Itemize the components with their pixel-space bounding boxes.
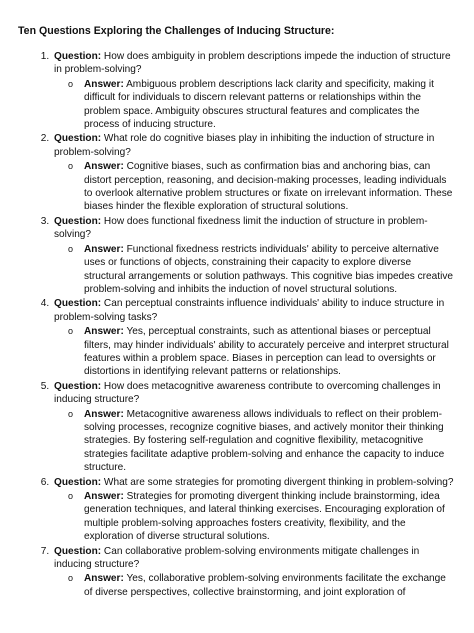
list-item bbox=[52, 50, 454, 131]
question-text: What are some strategies for promoting divergent thinking in problem-solving? bbox=[103, 476, 454, 488]
answer-text: Cognitive biases, such as confirmation bias and anchoring bias, can distort perception, reasoning, and decision-making processes, leading individuals to overlook alternative problem structures or fixate on irrelevant information. These biases hinder the flexible exploration of structural solutions. bbox=[84, 161, 453, 213]
question-list bbox=[18, 50, 454, 599]
answer-item bbox=[68, 408, 454, 475]
answer-list bbox=[54, 243, 454, 297]
question-text: How does metacognitive awareness contribute to overcoming challenges in inducing structure? bbox=[54, 380, 441, 406]
answer-label: Answer: bbox=[84, 408, 124, 420]
bullet-icon: o bbox=[68, 573, 74, 584]
question-text: How does ambiguity in problem descriptions impede the induction of structure in problem-solving? bbox=[54, 51, 451, 76]
question-label: Question: bbox=[54, 51, 102, 62]
list-item bbox=[52, 545, 454, 600]
question-text: What role do cognitive biases play in inhibiting the induction of structure in problem-solving? bbox=[54, 133, 435, 158]
answer-text: Strategies for promoting divergent thinking include brainstorming, idea generation techniques, and lateral thinking exercises. Encouraging exploration of multiple problem-solving approaches fosters creativity, flexibility, and the exploration of diverse structural solutions. bbox=[84, 491, 445, 543]
question-label: Question: bbox=[54, 380, 102, 392]
answer-list bbox=[54, 325, 454, 379]
question-text: How does functional fixedness limit the induction of structure in problem-solving? bbox=[54, 215, 428, 241]
question-label: Question: bbox=[54, 298, 102, 310]
answer-text: Yes, collaborative problem-solving environments facilitate the exchange of diverse perspectives, collective brainstorming, and joint exploration of bbox=[84, 573, 446, 598]
question-text: Can collaborative problem-solving environments mitigate challenges in inducing structure? bbox=[54, 545, 420, 571]
list-item bbox=[52, 132, 454, 213]
bullet-icon: o bbox=[68, 491, 74, 501]
question-text: Can perceptual constraints influence individuals' ability to induce structure in problem-solving tasks? bbox=[54, 298, 445, 323]
answer-list bbox=[54, 78, 454, 132]
answer-text: Yes, perceptual constraints, such as attentional biases or perceptual filters, may hinder individuals' ability to accurately perceive and interpret structural features within a problem space. Biases in perception can lead to oversights or distortions in identifying relevant patterns or relationships. bbox=[84, 326, 449, 378]
answer-item bbox=[68, 325, 454, 379]
answer-label: Answer: bbox=[84, 78, 124, 90]
answer-label: Answer: bbox=[84, 243, 124, 255]
answer-label: Answer: bbox=[84, 161, 124, 173]
answer-list bbox=[54, 408, 454, 475]
bullet-icon: o bbox=[68, 243, 74, 254]
answer-text: Metacognitive awareness allows individuals to reflect on their problem-solving processes, recognize cognitive biases, and actively monitor their thinking strategies. By fostering self-regulation and cognitive flexibility, metacognitive strategies facilitate adaptive problem-solving and enhance the capacity to induce structure. bbox=[84, 408, 445, 474]
answer-list bbox=[54, 490, 454, 544]
answer-text: Ambiguous problem descriptions lack clarity and specificity, making it difficult for individuals to discern relevant patterns or relationships within the problem space. Ambiguity obscures structural features and complicates the process of inducing structure. bbox=[84, 78, 434, 131]
answer-text: Functional fixedness restricts individuals' ability to perceive alternative uses or functions of objects, constraining their capacity to explore diverse structural arrangements or solution pathways. This cognitive bias impedes creative problem-solving and inhibits the induction of novel structural solutions. bbox=[84, 243, 453, 295]
answer-item bbox=[68, 572, 454, 599]
answer-label: Answer: bbox=[84, 573, 124, 585]
bullet-icon: o bbox=[68, 326, 74, 337]
list-item bbox=[52, 215, 454, 296]
answer-item bbox=[68, 490, 454, 544]
answer-item bbox=[68, 243, 454, 297]
answer-list bbox=[54, 160, 454, 214]
list-item bbox=[52, 476, 454, 544]
question-label: Question: bbox=[54, 545, 102, 557]
list-item bbox=[52, 297, 454, 378]
question-label: Question: bbox=[54, 215, 102, 227]
bullet-icon: o bbox=[68, 161, 74, 172]
document-title: Ten Questions Exploring the Challenges of Inducing Structure: bbox=[18, 25, 335, 37]
list-item bbox=[52, 380, 454, 475]
bullet-icon: o bbox=[68, 78, 74, 89]
question-label: Question: bbox=[54, 133, 102, 145]
answer-label: Answer: bbox=[84, 491, 124, 502]
answer-label: Answer: bbox=[84, 326, 124, 338]
bullet-icon: o bbox=[68, 408, 74, 419]
answer-item bbox=[68, 78, 454, 132]
answer-item bbox=[68, 160, 454, 214]
question-label: Question: bbox=[54, 476, 102, 488]
answer-list bbox=[54, 572, 454, 599]
